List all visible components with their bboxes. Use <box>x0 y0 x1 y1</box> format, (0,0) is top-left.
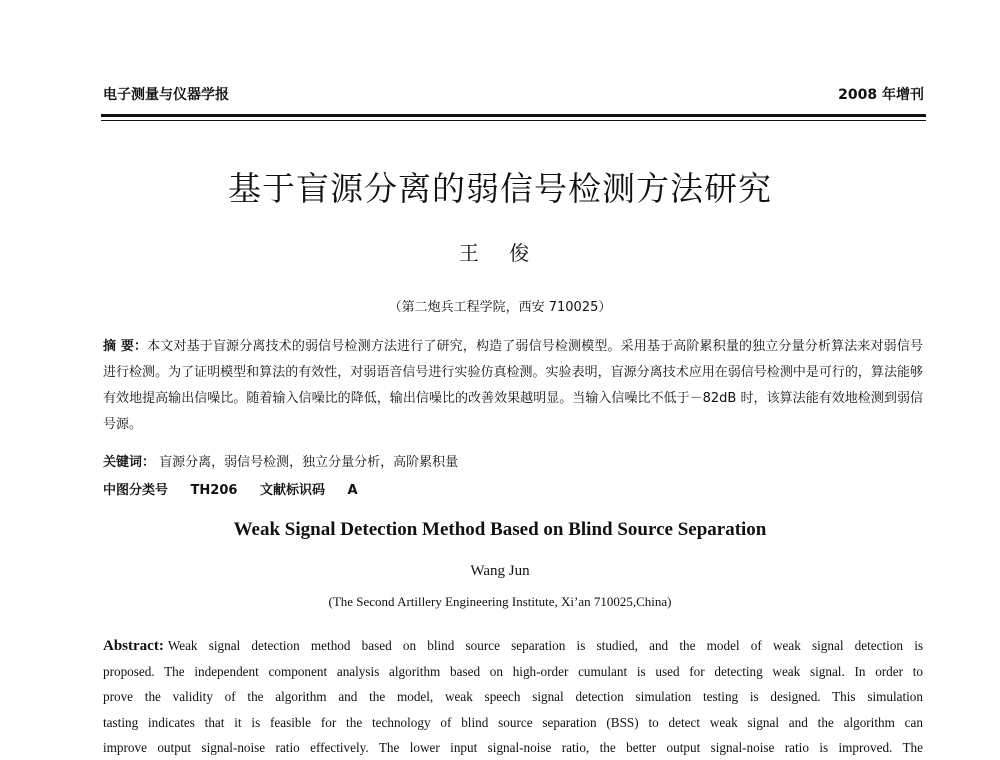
affiliation-chinese: （第二炮兵工程学院，西安 710025） <box>388 300 612 315</box>
author-english: Wang Jun <box>470 563 530 579</box>
header-rule-thick <box>101 114 926 117</box>
keywords-chinese-label: 关键词： <box>103 455 156 470</box>
abstract-english-line: prove the validity of the algorithm and the model, weak speech signal detection simulation testing is designed. This simulation <box>103 689 923 705</box>
abstract-chinese-label: 摘 要： <box>103 339 148 354</box>
abstract-english-label: Abstract: <box>103 638 164 654</box>
abstract-english-line: Abstract: Weak signal detection method based on blind source separation is studied, and the model of weak signal detection is <box>103 638 923 654</box>
abstract-english-line: tasting indicates that it is feasible for the technology of blind source separation (BSS) to detect weak signal and the algorithm can <box>103 714 923 730</box>
abstract-english-line: improve output signal-noise ratio effectively. The lower input signal-noise ratio, the better output signal-noise ratio is improved. The <box>103 739 923 755</box>
abstract-english <box>103 633 923 760</box>
keywords-chinese-text: 盲源分离，弱信号检测，独立分量分析，高阶累积量 <box>159 455 459 470</box>
affiliation-english: (The Second Artillery Engineering Institute, Xi’an 710025,China) <box>328 594 672 609</box>
abstract-english-line: proposed. The independent component analysis algorithm based on high-order cumulant is used for detecting weak signal. In order to <box>103 664 923 680</box>
title-chinese: 基于盲源分离的弱信号检测方法研究 <box>228 169 772 208</box>
classification-line <box>103 479 923 498</box>
doc-code-label: 文献标识码 <box>259 483 325 498</box>
author-chinese: 王 俊 <box>458 241 542 265</box>
abstract-chinese <box>103 334 923 438</box>
abstract-chinese-text: 本文对基于盲源分离技术的弱信号检测方法进行了研究，构造了弱信号检测模型。采用基于高阶累积量的独立分量分析算法来对弱信号进行检测。为了证明模型和算法的有效性，对弱语音信号进行实验仿真检测。实验表明，盲源分离技术应用在弱信号检测中是可行的，算法能够有效地提高输出信噪比。随着输入信噪比的降低，输出信噪比的改善效果越明显。当输入信噪比不低于－82dB 时，该算法能有效地检测到弱信号源。 <box>103 339 923 432</box>
running-header <box>103 84 924 104</box>
header-rule-thin <box>101 120 926 121</box>
keywords-chinese <box>103 451 923 470</box>
title-english: Weak Signal Detection Method Based on Blind Source Separation <box>233 519 767 540</box>
doc-code-value: A <box>347 483 358 498</box>
clc-label: 中图分类号 <box>103 483 169 498</box>
journal-name: 电子测量与仪器学报 <box>103 87 229 103</box>
issue-label: 2008 年增刊 <box>838 87 924 103</box>
clc-value: TH206 <box>190 483 238 498</box>
